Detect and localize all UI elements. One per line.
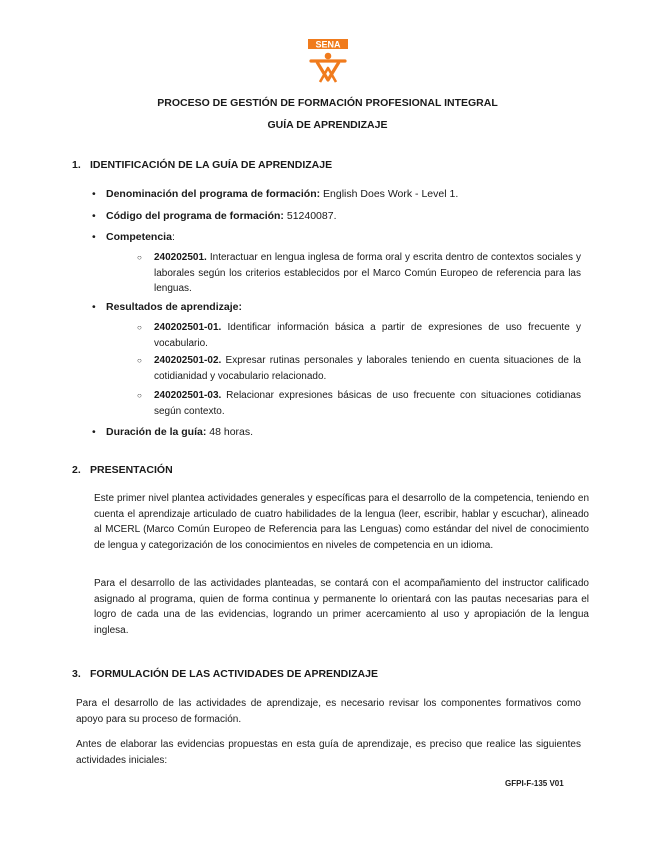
bullet-dot: • xyxy=(92,231,96,243)
resultado-code: 240202501-02. xyxy=(154,355,222,366)
resultado-text: Expresar rutinas personales y laborales teniendo en cuenta situaciones de la cotidianidad y vocabulario relacionado. xyxy=(154,355,581,382)
section-2-number: 2. xyxy=(72,464,81,476)
circle-bullet: ○ xyxy=(137,391,142,400)
sena-logo xyxy=(303,36,353,84)
svg-text:SENA: SENA xyxy=(315,39,341,50)
denominacion-label: Denominación del programa de formación: xyxy=(106,188,321,200)
competencia-suffix: : xyxy=(171,231,175,243)
process-title: PROCESO DE GESTIÓN DE FORMACIÓN PROFESIONAL INTEGRAL xyxy=(157,97,498,109)
formulacion-paragraph-2: Antes de elaborar las evidencias propuestas en esta guía de aprendizaje, es preciso que realice las siguientes actividades iniciales: xyxy=(76,739,581,766)
resultado-text: Relacionar expresiones básicas de uso frecuente con situaciones cotidianas según contexto. xyxy=(154,390,581,417)
circle-bullet: ○ xyxy=(137,356,142,365)
bullet-dot: • xyxy=(92,426,96,438)
section-3-number: 3. xyxy=(72,668,81,680)
bullet-dot: • xyxy=(92,188,96,200)
resultado-text: Identificar información básica a partir de expresiones de uso frecuente y vocabulario. xyxy=(154,322,581,349)
duracion-label: Duración de la guía: xyxy=(106,426,207,438)
resultado-code: 240202501-01. xyxy=(154,322,222,333)
competencia-code: 240202501. xyxy=(154,252,207,263)
circle-bullet: ○ xyxy=(137,253,142,262)
section-3-title: FORMULACIÓN DE LAS ACTIVIDADES DE APRENDIZAJE xyxy=(90,668,378,680)
formulacion-paragraph-1: Para el desarrollo de las actividades de aprendizaje, es necesario revisar los componentes formativos como apoyo para su proceso de formación. xyxy=(76,698,581,725)
section-1-heading xyxy=(72,159,332,171)
sena-logo-icon xyxy=(303,36,353,84)
presentacion-paragraph-2: Para el desarrollo de las actividades planteadas, se contará con el acompañamiento del instructor calificado asignado al programa, quien de forma continua y permanente lo orientará con las pautas necesarias para el logro de cada una de las evidencias, logrando un primer acercamiento al uso y apropiación de la lengua inglesa. xyxy=(94,578,589,636)
section-3-heading xyxy=(72,668,378,680)
bullet-dot: • xyxy=(92,210,96,222)
section-2-heading xyxy=(72,464,173,476)
codigo-value: 51240087. xyxy=(283,210,337,222)
section-1-title: IDENTIFICACIÓN DE LA GUÍA DE APRENDIZAJE xyxy=(90,159,333,171)
bullet-dot: • xyxy=(92,301,96,313)
section-2-title: PRESENTACIÓN xyxy=(90,464,173,476)
codigo-label: Código del programa de formación: xyxy=(106,210,284,222)
resultados-label: Resultados de aprendizaje: xyxy=(106,301,242,313)
competencia-label: Competencia xyxy=(106,231,172,243)
form-code: GFPI-F-135 V01 xyxy=(505,779,564,788)
duracion-value: 48 horas. xyxy=(206,426,254,438)
circle-bullet: ○ xyxy=(137,323,142,332)
denominacion-value: English Does Work - Level 1. xyxy=(320,188,459,200)
resultado-code: 240202501-03. xyxy=(154,390,222,401)
presentacion-paragraph-1: Este primer nivel plantea actividades generales y específicas para el desarrollo de la competencia, teniendo en cuenta el aprendizaje articulado de cuatro habilidades de la lengua (leer, escribir, hablar y escuchar), alineado al MCERL (Marco Común Europeo de Referencia para las Lenguas) como estándar del nivel de conocimiento de lengua y categorización de los conocimientos en niveles de competencia en un idioma. xyxy=(94,493,589,551)
competencia-text: Interactuar en lengua inglesa de forma oral y escrita dentro de contextos sociales y laborales según los criterios establecidos por el Marco Común Europeo de referencia para las lenguas. xyxy=(154,252,581,294)
section-1-number: 1. xyxy=(72,159,81,171)
guide-title: GUÍA DE APRENDIZAJE xyxy=(267,119,388,131)
